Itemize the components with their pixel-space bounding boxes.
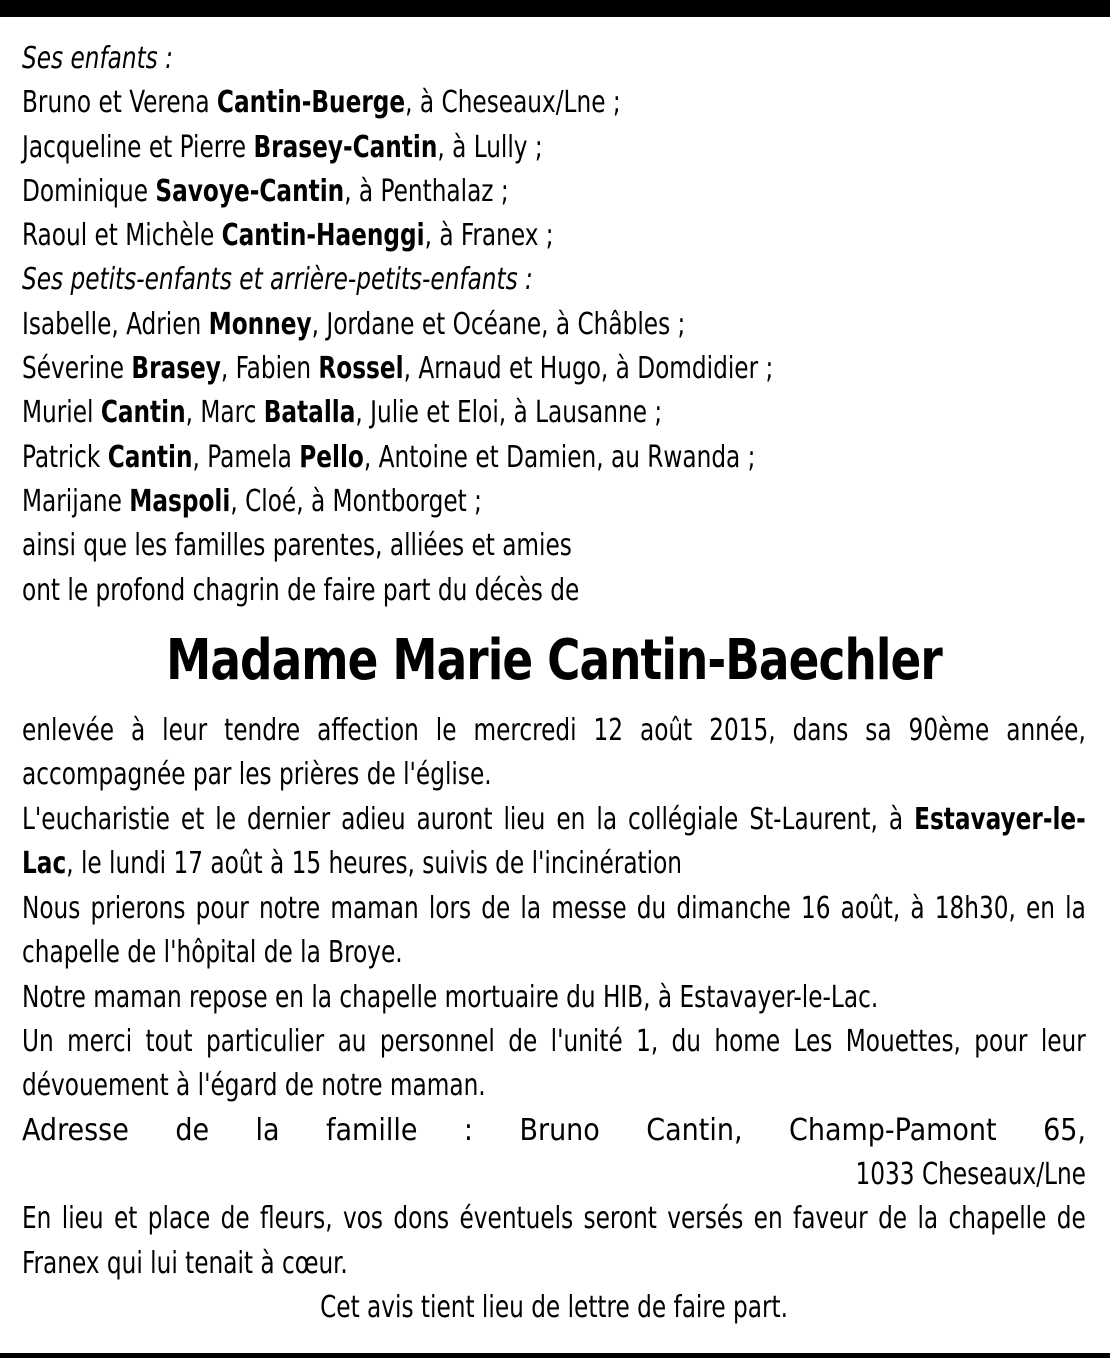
deceased-name: Madame Marie Cantin-Baechler bbox=[166, 627, 942, 693]
children-label: Ses enfants : bbox=[22, 41, 173, 76]
families-line: ainsi que les familles parentes, alliées et amies bbox=[22, 528, 572, 564]
grandchild-line: Marijane Maspoli, Cloé, à Montborget ; bbox=[22, 483, 482, 519]
announce-line: ont le profond chagrin de faire part du décès de bbox=[22, 572, 580, 608]
child-line: Bruno et Verena Cantin-Buerge, à Cheseaux/Lne ; bbox=[22, 85, 621, 121]
mass-paragraph: Nous prierons pour notre maman lors de la messe du dimanche 16 août, à 18h30, en la chapelle de l'hôpital de la Broye. bbox=[22, 890, 1086, 971]
grandchild-line: Patrick Cantin, Pamela Pello, Antoine et Damien, au Rwanda ; bbox=[22, 439, 756, 475]
obituary-notice bbox=[22, 37, 1086, 1331]
donations-paragraph: En lieu et place de fleurs, vos dons éventuels seront versés en faveur de la chapelle de Franex qui lui tenait à cœur. bbox=[22, 1201, 1086, 1281]
grandchild-line: Muriel Cantin, Marc Batalla, Julie et Eloi, à Lausanne ; bbox=[22, 395, 663, 431]
family-address-line: Adresse de la famille : Bruno Cantin, Champ-Pamont 65, bbox=[22, 1112, 1086, 1148]
child-line: Jacqueline et Pierre Brasey-Cantin, à Lully ; bbox=[22, 129, 543, 165]
repose-paragraph: Notre maman repose en la chapelle mortuaire du HIB, à Estavayer-le-Lac. bbox=[22, 979, 879, 1015]
child-line: Dominique Savoye-Cantin, à Penthalaz ; bbox=[22, 173, 509, 209]
thanks-paragraph: Un merci tout particulier au personnel de l'unité 1, du home Les Mouettes, pour leur dévouement à l'égard de notre maman. bbox=[22, 1023, 1086, 1104]
passing-paragraph: enlevée à leur tendre affection le mercredi 12 août 2015, dans sa 90ème année, accompagnée par les prières de l'église. bbox=[22, 712, 1086, 793]
top-rule bbox=[0, 0, 1110, 17]
child-line: Raoul et Michèle Cantin-Haenggi, à Franex ; bbox=[22, 218, 554, 254]
bottom-rule bbox=[0, 1353, 1110, 1358]
ceremony-paragraph: L'eucharistie et le dernier adieu auront lieu en la collégiale St-Laurent, à Estavayer-le-Lac, le lundi 17 août à 15 heures, suivis de l'incinération bbox=[22, 801, 1086, 882]
closing-note: Cet avis tient lieu de lettre de faire part. bbox=[320, 1290, 788, 1326]
grandchild-line: Séverine Brasey, Fabien Rossel, Arnaud et Hugo, à Domdidier ; bbox=[22, 351, 774, 387]
grandchild-line: Isabelle, Adrien Monney, Jordane et Océane, à Châbles ; bbox=[22, 306, 686, 342]
ceremony-place: Estavayer-le-Lac bbox=[22, 801, 1086, 882]
grandchildren-label: Ses petits-enfants et arrière-petits-enfants : bbox=[22, 262, 533, 298]
family-address-city: 1033 Cheseaux/Lne bbox=[855, 1157, 1086, 1193]
